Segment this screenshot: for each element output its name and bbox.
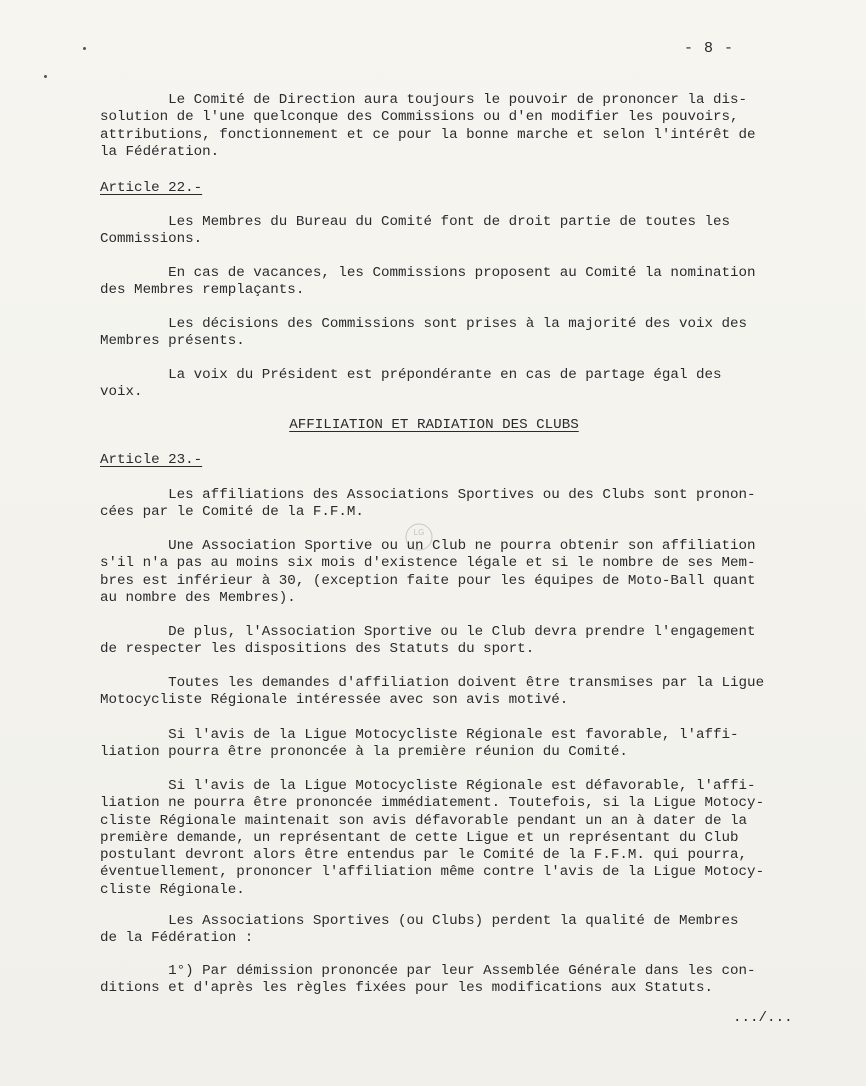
text-line: 1°) Par démission prononcée par leur Assemblée Générale dans les con-: [100, 963, 756, 979]
text-line: liation pourra être prononcée à la première réunion du Comité.: [100, 744, 628, 761]
watermark-stamp: [404, 522, 434, 552]
text-line: Les décisions des Commissions sont prises à la majorité des voix des: [100, 316, 748, 332]
article-heading: Article 23.-: [100, 452, 203, 468]
text-line: solution de l'une quelconque des Commissions ou d'en modifier les pouvoirs,: [100, 109, 739, 126]
text-line: Les Associations Sportives (ou Clubs) perdent la qualité de Membres: [100, 913, 739, 929]
article-23-heading: [100, 452, 825, 469]
text-line: En cas de vacances, les Commissions proposent au Comité la nomination: [100, 265, 756, 281]
stamp-text: LG: [413, 528, 425, 537]
article-23-paragraph-8: [100, 963, 825, 998]
text-line: liation ne pourra être prononcée immédiatement. Toutefois, si la Ligue Motocy-: [100, 795, 765, 812]
section-title: [0, 417, 866, 433]
text-line: Les Membres du Bureau du Comité font de droit partie de toutes les: [100, 214, 731, 230]
text-line: cliste Régionale.: [100, 881, 245, 898]
article-22-paragraph-2: [100, 265, 825, 300]
text-line: Les affiliations des Associations Sportives ou des Clubs sont pronon-: [100, 487, 756, 503]
article-23-paragraph-3: [100, 624, 825, 659]
article-heading: Article 22.-: [100, 180, 203, 196]
text-line: cliste Régionale maintenait son avis défavorable pendant un an à dater de la: [100, 812, 748, 829]
scan-speck: [44, 75, 47, 78]
text-line: attributions, fonctionnement et ce pour la bonne marche et selon l'intérêt de: [100, 126, 756, 143]
page-number: - 8 -: [684, 40, 735, 57]
article-22-paragraph-1: [100, 214, 825, 249]
text-line: Motocycliste Régionale intéressée avec son avis motivé.: [100, 692, 569, 709]
text-line: la Fédération.: [100, 143, 220, 160]
text-line: Si l'avis de la Ligue Motocycliste Régionale est favorable, l'affi-: [100, 727, 739, 743]
text-line: Toutes les demandes d'affiliation doivent être transmises par la Ligue: [100, 675, 765, 691]
scan-speck: [83, 47, 86, 50]
text-line: des Membres remplaçants.: [100, 282, 305, 299]
intro-paragraph: [100, 92, 825, 161]
section-title-text: AFFILIATION ET RADIATION DES CLUBS: [289, 417, 579, 433]
text-line: de la Fédération :: [100, 930, 254, 947]
article-23-paragraph-5: [100, 727, 825, 762]
continuation-mark: .../...: [733, 1010, 793, 1026]
text-line: bres est inférieur à 30, (exception faite pour les équipes de Moto-Ball quant: [100, 572, 756, 589]
text-line: Si l'avis de la Ligue Motocycliste Régionale est défavorable, l'affi-: [100, 778, 756, 794]
text-line: De plus, l'Association Sportive ou le Club devra prendre l'engagement: [100, 624, 756, 640]
article-22-heading: [100, 180, 825, 197]
article-23-paragraph-4: [100, 675, 825, 710]
text-line: cées par le Comité de la F.F.M.: [100, 504, 364, 521]
text-line: s'il n'a pas au moins six mois d'existence légale et si le nombre de ses Mem-: [100, 555, 756, 572]
text-line: au nombre des Membres).: [100, 589, 296, 606]
article-23-paragraph-2: [100, 538, 825, 607]
text-line: Le Comité de Direction aura toujours le pouvoir de prononcer la dis-: [100, 92, 748, 108]
text-line: Membres présents.: [100, 333, 245, 350]
article-22-paragraph-4: [100, 367, 825, 402]
text-line: Commissions.: [100, 231, 203, 248]
text-line: Une Association Sportive ou un Club ne pourra obtenir son affiliation: [100, 538, 756, 554]
text-line: voix.: [100, 384, 143, 401]
text-line: de respecter les dispositions des Statuts du sport.: [100, 641, 535, 658]
text-line: première demande, un représentant de cette Ligue et un représentant du Club: [100, 829, 739, 846]
text-line: postulant devront alors être entendus par le Comité de la F.F.M. qui pourra,: [100, 847, 748, 864]
article-23-paragraph-7: [100, 913, 825, 948]
article-22-paragraph-3: [100, 316, 825, 351]
text-line: éventuellement, prononcer l'affiliation même contre l'avis de la Ligue Motocy-: [100, 864, 765, 881]
article-23-paragraph-6: [100, 778, 825, 899]
text-line: La voix du Président est prépondérante en cas de partage égal des: [100, 367, 722, 383]
text-line: ditions et d'après les règles fixées pour les modifications aux Statuts.: [100, 980, 713, 997]
article-23-paragraph-1: [100, 487, 825, 522]
